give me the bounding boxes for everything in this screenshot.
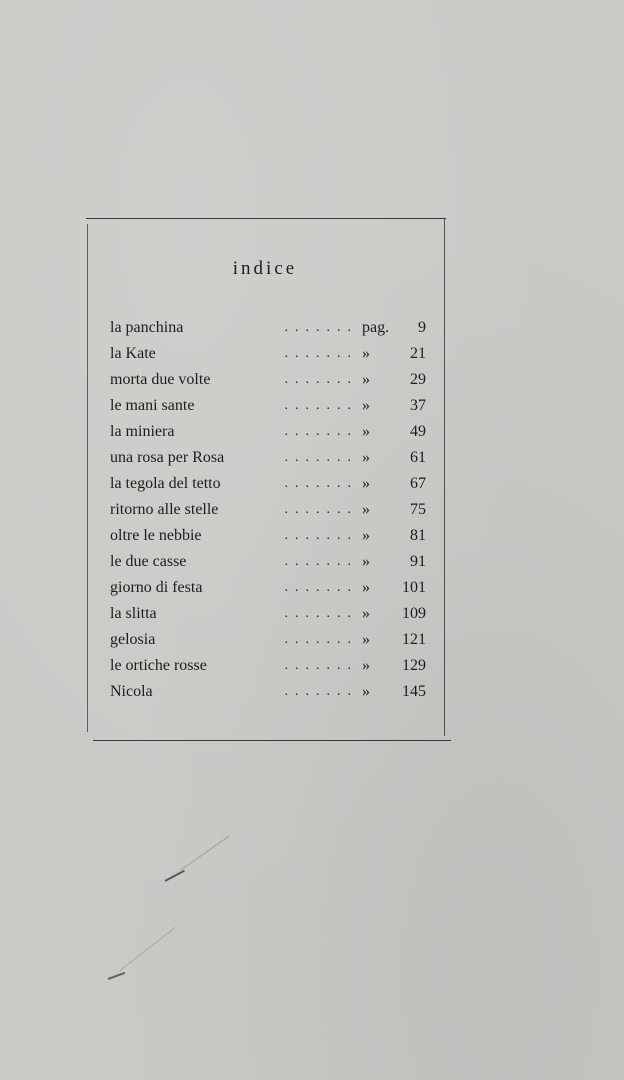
toc-entry — [110, 523, 440, 549]
toc-entry-title: ritorno alle stelle — [110, 501, 219, 518]
repeat-mark: » — [362, 449, 370, 466]
frame-top-rule — [86, 218, 446, 219]
toc-entry-title: gelosia — [110, 631, 156, 648]
repeat-mark: » — [362, 371, 370, 388]
pencil-stroke — [120, 927, 176, 971]
dot-leaders: ....... — [284, 372, 358, 387]
dot-leaders: ....... — [284, 424, 358, 439]
toc-entry — [110, 575, 440, 601]
toc-entry-page: 121 — [402, 631, 426, 648]
toc-entry-title: la tegola del tetto — [110, 475, 221, 492]
repeat-mark: » — [362, 527, 370, 544]
toc-entry-title: le due casse — [110, 553, 187, 570]
dot-leaders: ....... — [284, 476, 358, 491]
dot-leaders: ....... — [284, 346, 358, 361]
toc-entry-title: Nicola — [110, 683, 153, 700]
toc-entry-title: morta due volte — [110, 371, 211, 388]
toc-entry — [110, 497, 440, 523]
dot-leaders: ....... — [284, 528, 358, 543]
toc-entry-page: 21 — [410, 345, 426, 362]
dot-leaders: ....... — [284, 450, 358, 465]
toc-list — [110, 315, 440, 705]
toc-entry-page: 49 — [410, 423, 426, 440]
frame-right-rule — [444, 218, 445, 736]
toc-entry-page: 101 — [402, 579, 426, 596]
toc-entry-page: 29 — [410, 371, 426, 388]
repeat-mark: » — [362, 579, 370, 596]
toc-entry-page: 37 — [410, 397, 426, 414]
toc-entry-page: 67 — [410, 475, 426, 492]
frame-left-rule — [87, 224, 88, 732]
dot-leaders: ....... — [284, 398, 358, 413]
toc-entry-page: 91 — [410, 553, 426, 570]
page-label: pag. — [362, 319, 390, 336]
toc-entry-page: 129 — [402, 657, 426, 674]
toc-entry-title: giorno di festa — [110, 579, 203, 596]
repeat-mark: » — [362, 605, 370, 622]
toc-entry — [110, 627, 440, 653]
dot-leaders: ....... — [284, 502, 358, 517]
toc-entry-page: 61 — [410, 449, 426, 466]
repeat-mark: » — [362, 423, 370, 440]
toc-entry-title: le mani sante — [110, 397, 195, 414]
dot-leaders: ....... — [284, 554, 358, 569]
repeat-mark: » — [362, 397, 370, 414]
dot-leaders: ....... — [284, 632, 358, 647]
toc-entry — [110, 601, 440, 627]
toc-entry-title: la Kate — [110, 345, 156, 362]
toc-entry — [110, 653, 440, 679]
repeat-mark: » — [362, 631, 370, 648]
repeat-mark: » — [362, 683, 370, 700]
repeat-mark: » — [362, 553, 370, 570]
toc-entry — [110, 341, 440, 367]
toc-entry-title: la slitta — [110, 605, 157, 622]
toc-entry — [110, 367, 440, 393]
toc-entry-title: la miniera — [110, 423, 175, 440]
pencil-mark — [108, 972, 126, 980]
toc-entry — [110, 445, 440, 471]
toc-entry — [110, 679, 440, 705]
toc-entry-title: oltre le nebbie — [110, 527, 202, 544]
pencil-mark — [165, 870, 185, 882]
toc-entry — [110, 471, 440, 497]
toc-entry-page: 9 — [418, 319, 426, 336]
toc-entry — [110, 549, 440, 575]
repeat-mark: » — [362, 345, 370, 362]
toc-entry-title: la panchina — [110, 319, 184, 336]
dot-leaders: ....... — [284, 606, 358, 621]
repeat-mark: » — [362, 657, 370, 674]
toc-entry-page: 145 — [402, 683, 426, 700]
repeat-mark: » — [362, 475, 370, 492]
dot-leaders: ....... — [284, 684, 358, 699]
toc-title: indice — [232, 258, 298, 279]
toc-entry — [110, 393, 440, 419]
toc-entry — [110, 419, 440, 445]
repeat-mark: » — [362, 501, 370, 518]
toc-entry-page: 109 — [402, 605, 426, 622]
frame-bottom-rule — [93, 740, 451, 741]
toc-entry — [110, 315, 440, 341]
toc-entry-page: 81 — [410, 527, 426, 544]
dot-leaders: ....... — [284, 580, 358, 595]
toc-entry-page: 75 — [410, 501, 426, 518]
toc-entry-title: una rosa per Rosa — [110, 449, 225, 466]
pencil-stroke — [180, 836, 230, 871]
dot-leaders: ....... — [284, 320, 358, 335]
dot-leaders: ....... — [284, 658, 358, 673]
toc-entry-title: le ortiche rosse — [110, 657, 207, 674]
